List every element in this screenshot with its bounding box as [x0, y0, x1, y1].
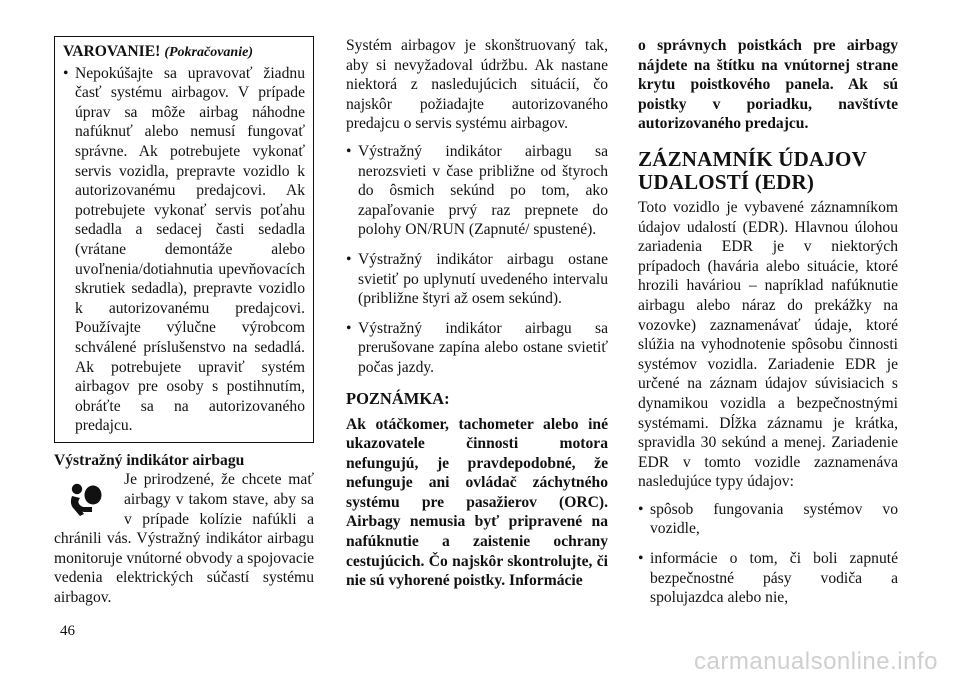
airbag-indicator-paragraph: Je prirodzené, že chcete mať airbagy v takom stave, aby sa v prípade kolízie nafúkli a chránili vás. Výstražný indikátor airbagu monitoruje vnútorné obvody a spojovacie vedenia elektrických súčastí systému airbagov. — [54, 471, 314, 607]
airbag-indicator-section — [54, 470, 314, 607]
bullet-marker: • — [346, 142, 352, 160]
list-item — [346, 142, 608, 240]
airbag-indicator-heading: Výstražný indikátor airbagu — [54, 451, 245, 469]
note-heading: POZNÁMKA: — [346, 388, 450, 408]
list-item — [346, 250, 608, 309]
list-item — [638, 549, 898, 608]
list-item — [346, 319, 608, 378]
list-item-text: spôsob fungovania systémov vo vozidle, — [650, 500, 898, 538]
bullet-marker: • — [63, 64, 69, 82]
right-column — [638, 36, 898, 618]
list-item-text: Výstražný indikátor airbagu sa prerušovane zapína alebo ostane svietiť počas jazdy. — [358, 319, 608, 376]
page-number: 46 — [60, 623, 75, 639]
warning-title: VAROVANIE! — [63, 43, 161, 60]
middle-column — [346, 36, 608, 591]
edr-title-line1: ZÁZNAMNÍK ÚDAJOV — [638, 146, 867, 171]
edr-paragraph: Toto vozidlo je vybavené záznamníkom údajov udalostí (EDR). Hlavnou úlohou zariadenia EDR je v niektorých prípadoch (havária alebo situácie, ktoré hrozili haváriou – napríklad nafúknutie airbagu alebo náraz do prekážky na vozovke) zaznamenávať údaje, ktoré slúžia na vyhodnotenie spôsobu činnosti systémov vozidla. Zariadenie EDR je určené na záznam údajov súvisiacich s dynamikou vozidla a bezpečnostnými systémami. Dĺžka záznamu je krátka, spravidla 30 sekúnd a menej. Zariadenie EDR v tomto vozidle zaznamenáva nasledujúce typy údajov: — [638, 198, 898, 491]
warning-bullet — [63, 64, 305, 436]
warning-heading — [63, 42, 305, 63]
left-column — [54, 36, 314, 608]
note-continuation: o správnych poistkách pre airbagy nájdete na štítku na vnútornej strane krytu poistkového panela. Ak sú poistky v poriadku, navštívte autorizovaného predajcu. — [638, 37, 898, 133]
edr-data-list — [638, 500, 898, 608]
edr-title-line2: UDALOSTÍ (EDR) — [638, 169, 815, 194]
airbag-warning-icon — [66, 480, 106, 520]
bullet-marker: • — [638, 500, 644, 518]
airbag-situations-list — [346, 142, 608, 378]
airbag-intro-paragraph: Systém airbagov je skonštruovaný tak, aby si nevyžadoval údržbu. Ak nastane niektorá z nasledujúcich situácií, čo najskôr požiadajte autorizovaného predajcu o servis systému airbagov. — [346, 37, 608, 133]
list-item-text: Výstražný indikátor airbagu sa nerozsvieti v čase približne od štyroch do ôsmich sekúnd po tom, ako zapaľovanie prvý raz prepnete do polohy ON/RUN (Zapnuté/ spustené). — [358, 142, 608, 239]
bullet-marker: • — [638, 550, 644, 568]
watermark: carmanualsonline.info — [694, 648, 938, 675]
note-paragraph: Ak otáčkomer, tachometer alebo iné ukazovatele činnosti motora nefungujú, je pravdepodobné, že nefunguje ani ovládač záchytného systému pre pasažierov (ORC). Airbagy nemusia byť pripravené na nafúknutie a zaistenie ochrany cestujúcich. Čo najskôr skontrolujte, či nie sú vyhorené poistky. Informácie — [346, 415, 608, 590]
edr-section-title — [638, 148, 898, 194]
warning-continuation: (Pokračovanie) — [164, 45, 253, 60]
list-item-text: informácie o tom, či boli zapnuté bezpečnostné pásy vodiča a spolujazdca alebo nie, — [650, 550, 898, 607]
bullet-marker: • — [346, 250, 352, 268]
warning-bullet-text: Nepokúšajte sa upravovať žiadnu časť systému airbagov. V prípade úprav sa môže airbag náhodne nafúknuť alebo nemusí fungovať správne. Ak potrebujete vykonať servis vozidla, prepravte vozidlo k autorizovanému predajcovi. Ak potrebujete vykonať servis poťahu sedadla a sedacej časti sedadla (vrátane demontáže alebo uvoľnenia/dotiahnutia upevňovacích skrutiek sedadla), prepravte vozidlo k autorizovanému predajcovi. Používajte výlučne výrobcom schválené príslušenstvo na sedadlá. Ak potrebujete upraviť systém airbagov pre osoby s postihnutím, obráťte sa na autorizovaného predajcu. — [75, 64, 305, 435]
warning-box — [54, 36, 314, 443]
list-item-text: Výstražný indikátor airbagu ostane svietiť po uplynutí uvedeného intervalu (približne štyri až osem sekúnd). — [358, 250, 608, 308]
bullet-marker: • — [346, 319, 352, 337]
list-item — [638, 500, 898, 539]
